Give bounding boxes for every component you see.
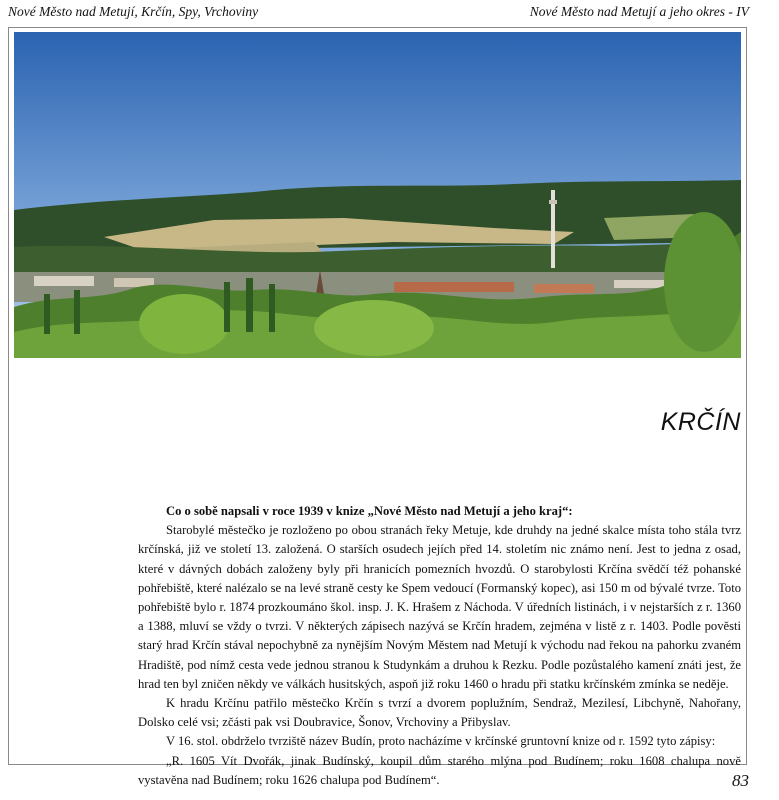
lead-paragraph: Co o sobě napsali v roce 1939 v knize „Nové Město nad Metují a jeho kraj“: xyxy=(166,504,573,518)
landscape-photo-icon xyxy=(14,32,741,358)
page-number: 83 xyxy=(732,771,749,790)
running-header-left: Nové Město nad Metují, Krčín, Spy, Vrchoviny xyxy=(8,4,259,19)
article-body xyxy=(138,502,741,790)
landscape-photo xyxy=(14,32,741,358)
paragraph: V 16. stol. obdrželo tvrziště název Budín, proto nacházíme v krčínské gruntovní knize od r. 1592 tyto zápisy: xyxy=(166,734,716,749)
running-header-right: Nové Město nad Metují a jeho okres - IV xyxy=(529,4,749,19)
paragraph: Starobylé městečko je rozloženo po obou stranách řeky Metuje, kde druhdy na jedné skalce místa toho stála tvrz krčínská, již ve století 13. založená. O starších osudech jejích před 14. stoletím nic známo není. Jest to jedna z osad, které v dávných dobách založeny byly při hranicích pomezních hvozdů. O starobylosti Krčína svědčí též pohanské pohřebiště, které nalézalo se na levé straně cesty ke Spem vedoucí (Formanský kopec), asi 150 m od bývalé tvrze. Toto pohřebiště bylo r. 1874 prozkoumáno škol. insp. J. K. Hrašem z Náchoda. V úředních listinách, i v nejstarších z r. 1360 a 1388, mluví se vždy o tvrzi. V některých zápisech nazývá se Krčín hradem, zejména v listě z r. 1403. Podle pověsti starý hrad Krčín stával nepochybně za nynějším Novým Městem nad Metují k východu nad řekou na pahorku zvaném Hradiště, pod nímž cesta vede jednou stranou k Studynkám a druhou k Rezku. Podle pozůstalého kamení znáti jest, že hrad ten byl zničen někdy ve válkách husitských, aspoň již roku 1460 o hradu při statku krčínském zmínka se neděje. xyxy=(138,523,741,691)
paragraph: K hradu Krčínu patřilo městečko Krčín s tvrzí a dvorem poplužním, Sendraž, Mezilesí, Libchyně, Nahořany, Dolsko celé vsi; zčásti pak vsi Doubravice, Šonov, Vrchoviny a Přibyslav. xyxy=(138,696,741,730)
section-title: KRČÍN xyxy=(660,408,741,436)
paragraph: „R. 1605 Vít Dvořák, jinak Budínský, koupil dům starého mlýna pod Budínem; roku 1608 chalupa nově vystavěna nad Budínem; roku 1626 chalupa pod Budínem“. xyxy=(138,753,741,787)
